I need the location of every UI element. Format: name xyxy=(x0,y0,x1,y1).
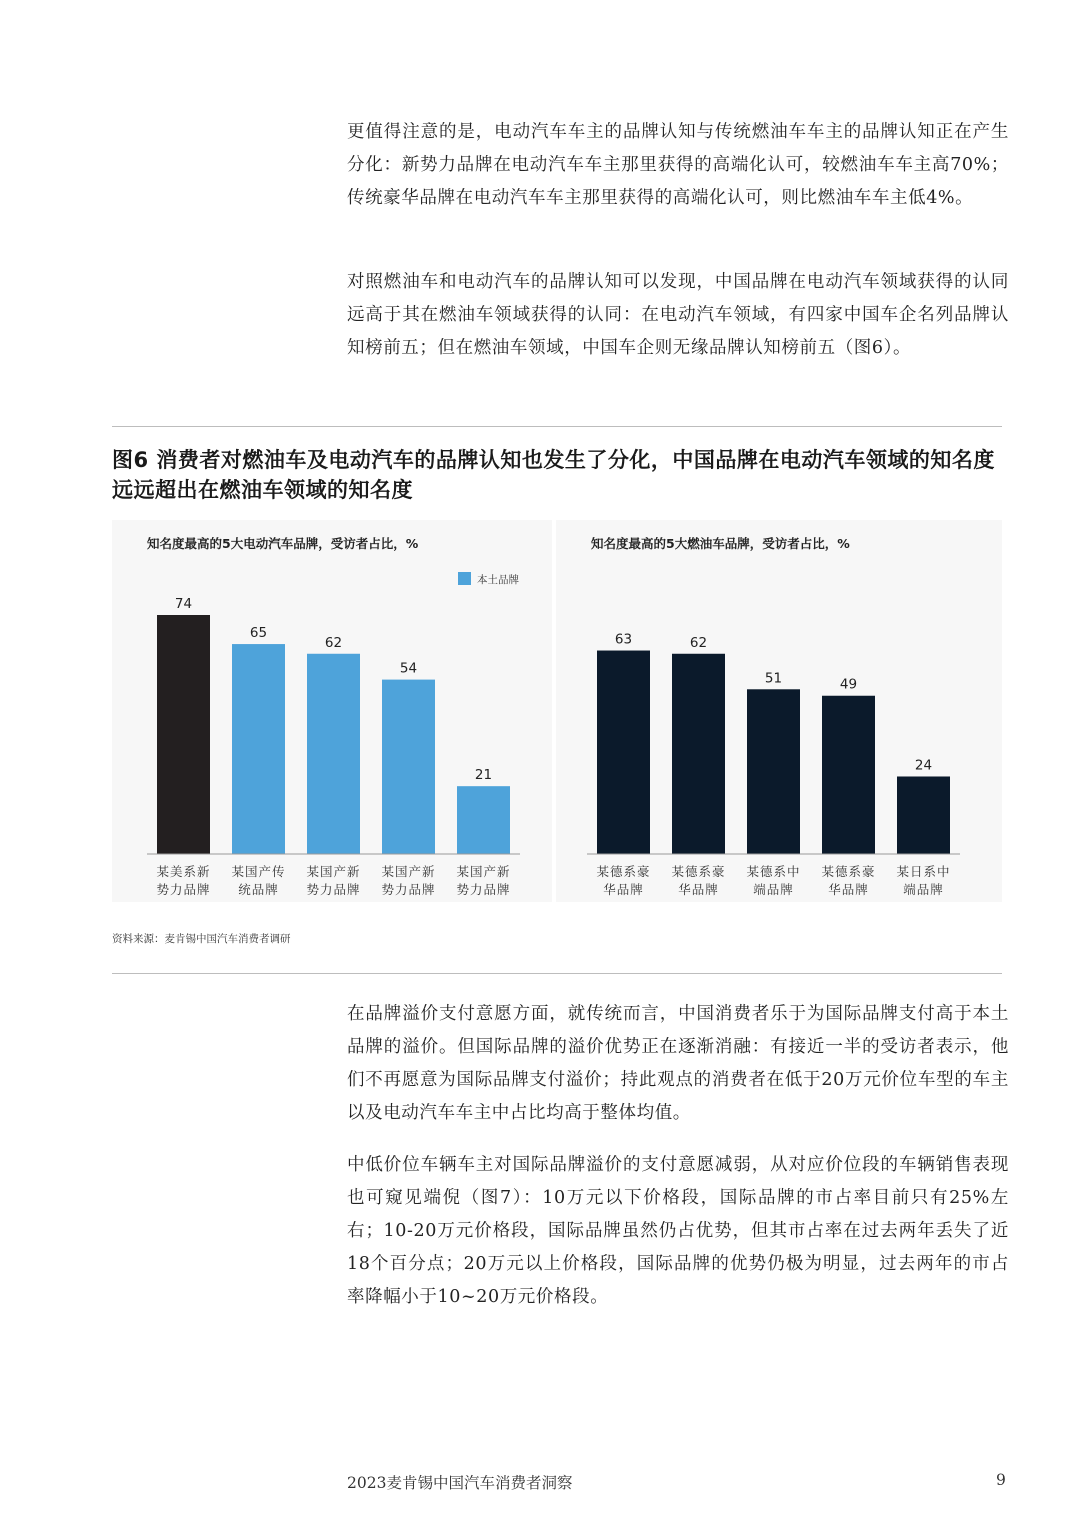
figure-title: 图6 消费者对燃油车及电动汽车的品牌认知也发生了分化，中国品牌在电动汽车领域的知名度远远超出在燃油车领域的知名度 xyxy=(112,448,995,502)
page-number: 9 xyxy=(996,1471,1006,1489)
ice-brand-chart-panel xyxy=(556,520,1002,902)
footer-report-title: 2023麦肯锡中国汽车消费者洞察 xyxy=(347,1474,573,1492)
ev-category-label-4-line-2: 势力品牌 xyxy=(381,882,436,897)
ev-bar-4 xyxy=(382,680,435,854)
ev-chart-title: 知名度最高的5大电动汽车品牌，受访者占比，% xyxy=(147,536,419,551)
ice-value-label-3: 51 xyxy=(764,670,783,687)
ice-bar-1 xyxy=(597,651,650,854)
ice-category-label-2-line-1: 某德系豪 xyxy=(671,864,726,879)
ice-category-label-3-line-2: 端品牌 xyxy=(753,882,794,897)
ev-category-label-1-line-2: 势力品牌 xyxy=(156,882,211,897)
ice-bar-3 xyxy=(747,689,800,854)
ev-bar-2 xyxy=(232,644,285,854)
ice-value-label-1: 63 xyxy=(614,631,633,648)
paragraph-chinese-brand-recognition: 对照燃油车和电动汽车的品牌认知可以发现，中国品牌在电动汽车领域获得的认同远高于其在燃油车领域获得的认同：在电动汽车领域，有四家中国车企名列品牌认知榜前五；但在燃油车领域，中国车企则无缘品牌认知榜前五（图6）。 xyxy=(347,272,1009,358)
ice-category-label-5-line-1: 某日系中 xyxy=(896,864,951,879)
ice-category-label-2-line-2: 华品牌 xyxy=(678,882,719,897)
ev-category-label-4-line-1: 某国产新 xyxy=(381,864,436,879)
ice-category-label-1-line-1: 某德系豪 xyxy=(596,864,651,879)
ev-brand-chart-panel xyxy=(112,520,552,902)
ice-value-label-5: 24 xyxy=(914,757,933,774)
ice-category-label-4-line-1: 某德系豪 xyxy=(821,864,876,879)
ice-bar-4 xyxy=(822,696,875,854)
ev-bar-3 xyxy=(307,654,360,854)
ice-value-label-4: 49 xyxy=(839,676,858,693)
ice-category-label-1-line-2: 华品牌 xyxy=(603,882,644,897)
ice-category-label-5-line-2: 端品牌 xyxy=(903,882,944,897)
ev-bar-5 xyxy=(457,786,510,854)
figure-source: 资料来源：麦肯锡中国汽车消费者调研 xyxy=(112,933,291,945)
ev-category-label-2-line-1: 某国产传 xyxy=(231,864,286,879)
bottom-divider xyxy=(112,973,1002,974)
ev-value-label-5: 21 xyxy=(474,767,493,784)
ev-category-label-5-line-1: 某国产新 xyxy=(456,864,511,879)
ev-category-label-1-line-1: 某美系新 xyxy=(156,864,211,879)
ev-legend-label-1: 本土品牌 xyxy=(477,574,519,586)
ev-value-label-2: 65 xyxy=(249,625,268,642)
ice-chart-title: 知名度最高的5大燃油车品牌，受访者占比，% xyxy=(591,536,850,551)
ev-legend-swatch-1 xyxy=(458,572,471,585)
ev-value-label-1: 74 xyxy=(174,596,193,612)
ev-brand-bar-chart xyxy=(112,520,552,902)
top-divider xyxy=(112,426,1002,427)
ice-category-label-4-line-2: 华品牌 xyxy=(828,882,869,897)
ev-value-label-4: 54 xyxy=(399,660,418,677)
paragraph-price-segment-share: 中低价位车辆车主对国际品牌溢价的支付意愿减弱，从对应价位段的车辆销售表现也可窥见端倪（图7）：10万元以下价格段，国际品牌的市占率目前只有25%左右；10-20万元价格段，国际品牌虽然仍占优势，但其市占率在过去两年丢失了近18个百分点；20万元以上价格段，国际品牌的优势仍极为明显，过去两年的市占率降幅小于10~20万元价格段。 xyxy=(347,1155,1009,1307)
ev-category-label-5-line-2: 势力品牌 xyxy=(456,882,511,897)
ice-brand-bar-chart xyxy=(556,520,1002,902)
ev-bar-1 xyxy=(157,615,210,854)
ev-value-label-3: 62 xyxy=(324,634,343,651)
paragraph-brand-perception-divergence: 更值得注意的是，电动汽车车主的品牌认知与传统燃油车车主的品牌认知正在产生分化：新势力品牌在电动汽车车主那里获得的高端化认可，较燃油车车主高70%；传统豪华品牌在电动汽车车主那里获得的高端化认可，则比燃油车车主低4%。 xyxy=(347,122,1009,208)
ev-category-label-2-line-2: 统品牌 xyxy=(238,882,279,897)
ice-category-label-3-line-1: 某德系中 xyxy=(746,864,801,879)
ev-category-label-3-line-2: 势力品牌 xyxy=(306,882,361,897)
ev-category-label-3-line-1: 某国产新 xyxy=(306,864,361,879)
ice-bar-5 xyxy=(897,776,950,854)
ice-bar-2 xyxy=(672,654,725,854)
paragraph-premium-willingness: 在品牌溢价支付意愿方面，就传统而言，中国消费者乐于为国际品牌支付高于本土品牌的溢价。但国际品牌的溢价优势正在逐渐消融：有接近一半的受访者表示，他们不再愿意为国际品牌支付溢价；持此观点的消费者在低于20万元价位车型的车主以及电动汽车车主中占比均高于整体均值。 xyxy=(347,1004,1009,1123)
ice-value-label-2: 62 xyxy=(689,634,708,651)
